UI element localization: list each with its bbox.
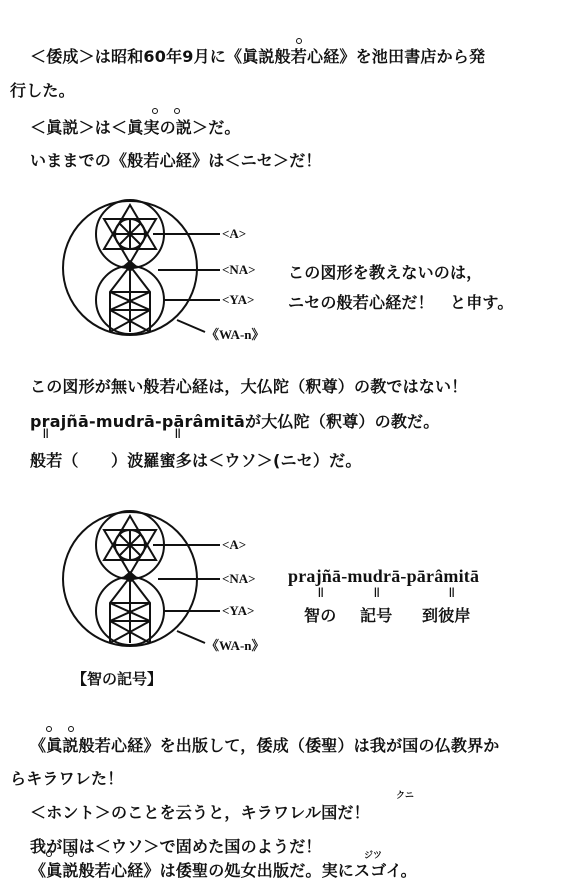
label-ya: <YA> xyxy=(222,603,255,618)
ruby-annotation: クニ xyxy=(396,791,414,801)
connector-mark: || xyxy=(43,428,49,439)
label-a: <A> xyxy=(222,226,247,241)
gloss-word: 到彼岸 xyxy=(422,606,471,625)
sanskrit-term: prajñā-mudrā-pārâmitā xyxy=(288,566,480,586)
diagram-caption: 【智の記号】 xyxy=(72,670,163,688)
text-line: 行した。 xyxy=(10,81,75,100)
label-a: <A> xyxy=(222,537,247,552)
text-line: 《眞説般若心経》を出版して，倭成（倭聖）は我が国の仏教界か xyxy=(30,736,500,755)
text-line: 般若（ ）波羅蜜多は＜ウソ＞(ニセ）だ。 xyxy=(30,451,362,470)
emphasis-dot xyxy=(68,851,74,857)
label-na: <NA> xyxy=(222,262,256,277)
label-wa-n: 《WA-n》 xyxy=(206,327,265,342)
connector-mark: || xyxy=(175,428,181,439)
emphasis-dot xyxy=(152,108,158,114)
label-ya: <YA> xyxy=(222,292,255,307)
connector-mark: || xyxy=(318,587,324,598)
text-line: ＜ホント＞のことを云うと，キラワレル国だ！ xyxy=(30,803,370,822)
text-line: 《眞説般若心経》は倭聖の処女出版だ。実にスゴイ。 xyxy=(30,861,417,880)
emphasis-dot xyxy=(46,851,52,857)
gloss-word: 智の xyxy=(304,606,337,625)
text-line: ＜倭成＞は昭和60年9月に《眞説般若心経》を池田書店から発 xyxy=(30,47,486,66)
ruby-annotation: ジツ xyxy=(364,851,383,861)
emphasis-dot xyxy=(68,726,74,732)
connector-mark: || xyxy=(449,587,455,598)
label-na: <NA> xyxy=(222,571,256,586)
text-line: ＜眞説＞は＜眞実の説＞だ。 xyxy=(30,118,241,137)
text-line: いままでの《般若心経》は＜ニセ＞だ！ xyxy=(30,151,322,170)
text-line: prajñā-mudrā-pārâmitāが大仏陀（釈尊）の教だ。 xyxy=(30,412,440,431)
text-line: らキラワレた！ xyxy=(10,769,124,788)
diagram-caption: この図形を教えないのは， xyxy=(288,263,483,282)
label-wa-n: 《WA-n》 xyxy=(206,638,265,653)
emphasis-dot xyxy=(46,726,52,732)
diagram-caption: ニセの般若心経だ！ と申す。 xyxy=(288,293,514,312)
text-line: 我が国は＜ウソ＞で固めた国のようだ！ xyxy=(30,837,322,856)
connector-mark: || xyxy=(374,587,380,598)
text-line: この図形が無い般若心経は，大仏陀（釈尊）の教ではない！ xyxy=(30,377,468,396)
gloss-word: 記号 xyxy=(360,606,393,625)
emphasis-dot xyxy=(174,108,180,114)
emphasis-dot xyxy=(296,38,302,44)
